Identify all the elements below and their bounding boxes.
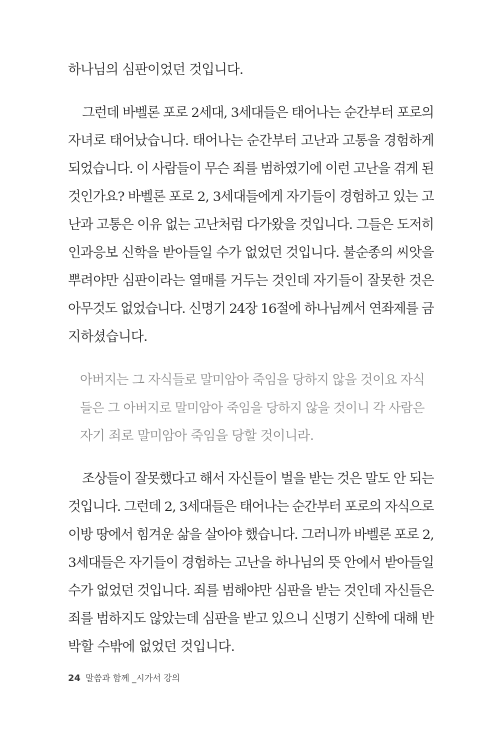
paragraph1-line: 자녀로 태어났습니다. 태어나는 순간부터 고난과 고통을 경험하게 (68, 134, 434, 149)
paragraph1-line: 아무것도 없었습니다. 신명기 24장 16절에 하나님께서 연좌제를 금 (68, 302, 434, 317)
page-footer (68, 672, 180, 684)
paragraph2-line: 이방 땅에서 힘겨운 삶을 살아야 했습니다. 그러니까 바벨론 포로 2, (68, 528, 434, 543)
paragraph2-line: 것입니다. 그런데 2, 3세대들은 태어나는 순간부터 포로의 자식으로 (68, 500, 434, 515)
paragraph2-line: 박할 수밖에 없었던 것입니다. (68, 640, 235, 655)
paragraph1-line: 인과응보 신학을 받아들일 수가 없었던 것입니다. 불순종의 씨앗을 (68, 246, 434, 261)
book-title: 말씀과 함께 _시가서 강의 (85, 674, 180, 684)
paragraph1-line: 되었습니다. 이 사람들이 무슨 죄를 범하였기에 이런 고난을 겪게 된 (68, 162, 434, 177)
page-number: 24 (68, 674, 81, 684)
paragraph1-line: 것인가요? 바벨론 포로 2, 3세대들에게 자기들이 경험하고 있는 고 (68, 190, 434, 205)
scripture-quote-line: 자기 죄로 말미암아 죽임을 당할 것이니라. (80, 429, 314, 444)
paragraph1-line: 그런데 바벨론 포로 2세대, 3세대들은 태어나는 순간부터 포로의 (82, 106, 434, 121)
paragraph1-line: 뿌려야만 심판이라는 열매를 거두는 것인데 자기들이 잘못한 것은 (68, 274, 434, 289)
scripture-quote-line: 아버지는 그 자식들로 말미암아 죽임을 당하지 않을 것이요 자식 (80, 373, 425, 388)
scripture-quote-line: 들은 그 아버지로 말미암아 죽임을 당하지 않을 것이니 각 사람은 (80, 401, 425, 416)
paragraph2-line: 수가 없었던 것입니다. 죄를 범해야만 심판을 받는 것인데 자신들은 (68, 584, 434, 599)
paragraph1-line: 지하셨습니다. (68, 330, 148, 345)
paragraph2-line: 3세대들은 자기들이 경험하는 고난을 하나님의 뜻 안에서 받아들일 (68, 556, 434, 571)
opening-line: 하나님의 심판이었던 것입니다. (68, 63, 244, 78)
paragraph2-line: 조상들이 잘못했다고 해서 자신들이 벌을 받는 것은 말도 안 되는 (82, 472, 434, 487)
paragraph1-line: 난과 고통은 이유 없는 고난처럼 다가왔을 것입니다. 그들은 도저히 (68, 218, 434, 233)
paragraph2-line: 죄를 범하지도 않았는데 심판을 받고 있으니 신명기 신학에 대해 반 (68, 612, 434, 627)
